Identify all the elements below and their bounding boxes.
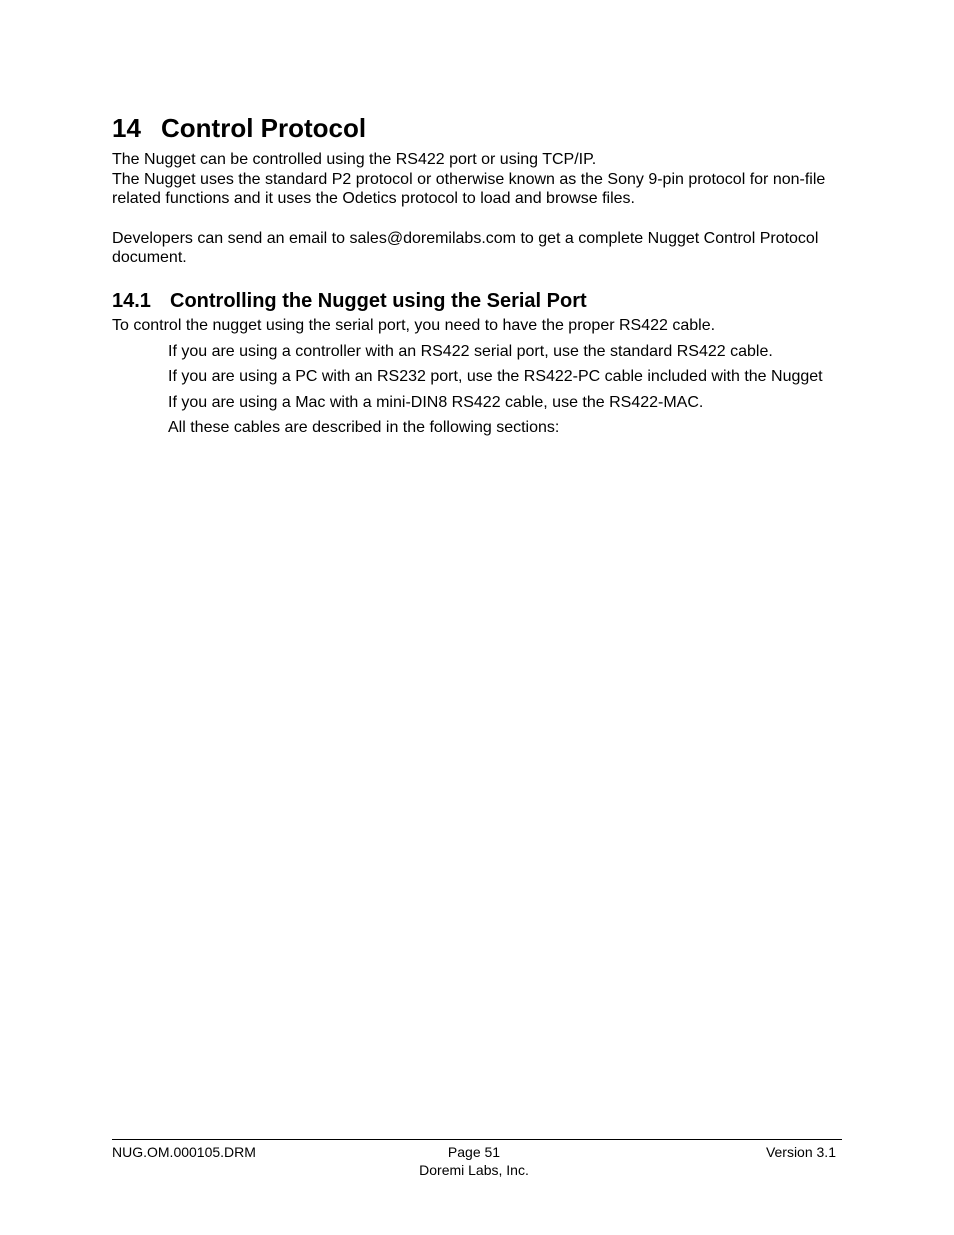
footer-divider [112,1139,842,1140]
list-item: If you are using a controller with an RS422 serial port, use the standard RS422 cable. [168,342,773,360]
footer-page-number: Page 51 [447,1144,501,1160]
section-number: 14 [112,113,141,143]
list-item: If you are using a Mac with a mini-DIN8 RS422 cable, use the RS422-MAC. [168,393,704,411]
paragraph-protocols: The Nugget uses the standard P2 protocol or otherwise known as the Sony 9-pin protocol for non-file related functions and it uses the Odetics protocol to load and browse files. [112,170,826,208]
section-heading [112,112,842,144]
paragraph-control-ports: The Nugget can be controlled using the RS422 port or using TCP/IP. [112,151,597,168]
paragraph-developers: Developers can send an email to sales@doremilabs.com to get a complete Nugget Control Protocol document. [112,229,819,267]
subsection-number: 14.1 [112,289,151,312]
subsection-title: Controlling the Nugget using the Serial Port [170,289,587,312]
list-item: All these cables are described in the following sections: [168,419,560,437]
list-item: If you are using a PC with an RS232 port, use the RS422-PC cable included with the Nugget [168,368,823,386]
footer-company: Doremi Labs, Inc. [419,1162,529,1178]
footer-center [112,1143,836,1179]
section-title: Control Protocol [161,113,367,143]
footer-doc-id: NUG.OM.000105.DRM [112,1144,256,1160]
footer-version: Version 3.1 [765,1144,836,1160]
paragraph-serial-intro: To control the nugget using the serial port, you need to have the proper RS422 cable. [112,316,716,334]
page-content [112,112,842,438]
subsection-heading [112,289,842,313]
